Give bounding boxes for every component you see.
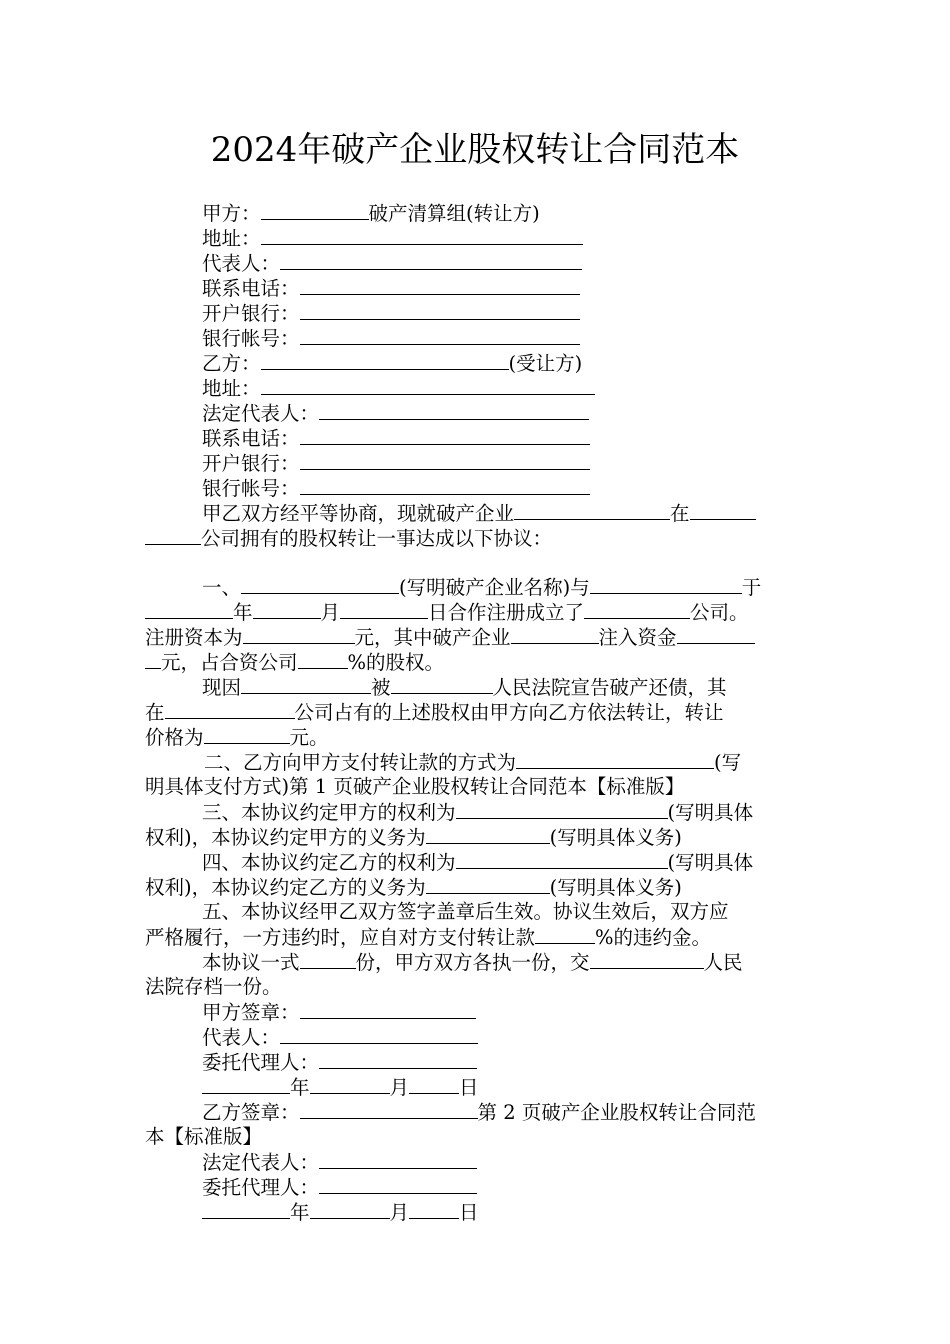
party-b-date-line: 年 月 日 [145,1199,807,1224]
party-a-day-field[interactable] [409,1074,459,1094]
party-b-agent-line: 委托代理人： [145,1174,807,1199]
copies-count-field[interactable] [300,949,356,969]
party-b-legal-rep-signature-line: 法定代表人： [145,1149,807,1174]
party-a-name-field[interactable] [261,200,369,220]
party-a-representative-field[interactable] [280,250,582,270]
party-a-rep-signature-field[interactable] [280,1024,478,1044]
party-b-legal-rep-line: 法定代表人： [145,400,807,425]
archive-court-field[interactable] [590,949,704,969]
paragraph-gap [145,550,807,574]
clause-3-line-2: 权利)，本协议约定甲方的义务为 (写明具体义务) [145,826,682,849]
partner-field[interactable] [590,574,742,594]
month-field[interactable] [253,599,321,619]
party-b-year-field[interactable] [202,1199,290,1219]
clause-1-line-4: 元，占合资公司 %的股权。 [145,649,807,674]
party-b-phone-line: 联系电话： [145,425,807,450]
intro-line-1: 甲乙双方经平等协商，现就破产企业 在 [145,500,807,525]
party-b-bank-line: 开户银行： [145,450,807,475]
party-a-signature-line: 甲方签章： [145,999,807,1024]
payment-method-field[interactable] [516,749,714,769]
clause-5-line-1: 五、本协议经甲乙双方签字盖章后生效。协议生效后，双方应 [202,900,729,923]
clause-2-line-1: 二、乙方向甲方支付转让款的方式为 (写 [204,751,742,774]
party-b-signature-field[interactable] [300,1099,478,1119]
bankrupt-enterprise-field[interactable] [511,624,599,644]
party-a-agent-line: 委托代理人： [145,1049,807,1074]
transfer-price-field[interactable] [204,724,290,744]
clause-4-line-1: 四、本协议约定乙方的权利为 (写明具体 [202,851,754,874]
party-a-line: 甲方： 破产清算组(转让方) [202,202,540,225]
registered-capital-field[interactable] [243,624,355,644]
party-b-signature-line: 乙方签章： 第 2 页破产企业股权转让合同范 [202,1101,756,1124]
joint-company-field-cont[interactable] [145,525,201,545]
party-a-phone-field[interactable] [300,275,580,295]
intro-line-2: 公司拥有的股权转让一事达成以下协议： [145,525,807,550]
party-a-account-field[interactable] [300,325,580,345]
company-name-field[interactable] [241,574,399,594]
party-b-legal-rep-field[interactable] [319,400,589,420]
party-a-year-field[interactable] [202,1074,290,1094]
page-note-line: 本【标准版】 [145,1125,263,1148]
party-b-rights-field[interactable] [456,849,668,869]
party-a-month-field[interactable] [310,1074,390,1094]
party-b-line: 乙方： (受让方) [202,352,583,375]
capital-injected-field-cont[interactable] [145,649,161,669]
party-a-phone-line: 联系电话： [145,275,807,300]
clause-1-line-1: 一、 (写明破产企业名称)与 于 [202,576,762,599]
party-b-name-field[interactable] [261,350,509,370]
year-field[interactable] [145,599,233,619]
court-field[interactable] [391,674,493,694]
party-a-duties-field[interactable] [426,824,550,844]
party-a-rep-signature-line: 代表人： [145,1024,807,1049]
party-a-address-line: 地址： [145,225,807,250]
clause-1-line-2: 年 月 日合作注册成立了 公司。 [145,599,807,624]
party-a-representative-line: 代表人： [145,250,807,275]
party-b-bank-field[interactable] [300,450,590,470]
party-b-account-field[interactable] [300,475,590,495]
party-b-address-line: 地址： [145,375,807,400]
party-b-day-field[interactable] [409,1199,459,1219]
contract-body [145,200,807,1224]
party-b-agent-field[interactable] [319,1174,477,1194]
copies-line-2: 法院存档一份。 [145,975,282,998]
clause-1-line-3: 注册资本为 元，其中破产企业 注入资金 [145,624,807,649]
party-a-account-line: 银行帐号： [145,325,807,350]
capital-injected-field[interactable] [677,624,755,644]
party-b-address-field[interactable] [261,375,595,395]
bankrupt-name-field[interactable] [241,674,371,694]
copies-line-1: 本协议一式 份，甲方双方各执一份，交 人民 [202,951,743,974]
joint-company-field[interactable] [690,500,756,520]
party-b-duties-field[interactable] [426,874,550,894]
clause-1-line-5: 现因 被 人民法院宣告破产还债，其 [202,676,727,699]
party-b-phone-field[interactable] [300,425,590,445]
clause-3-line-1: 三、本协议约定甲方的权利为 (写明具体 [202,801,754,824]
party-a-bank-field[interactable] [300,300,580,320]
party-b-legal-rep-signature-field[interactable] [319,1149,477,1169]
party-a-signature-field[interactable] [300,999,476,1019]
penalty-percent-field[interactable] [535,924,595,944]
day-field[interactable] [340,599,428,619]
party-b-account-line: 银行帐号： [145,475,807,500]
party-a-bank-line: 开户银行： [145,300,807,325]
party-a-date-line: 年 月 日 [145,1074,807,1099]
bankrupt-company-field[interactable] [514,500,670,520]
share-percent-field[interactable] [298,649,348,669]
document-title: 2024年破产企业股权转让合同范本 [210,130,740,170]
joint-venture-field[interactable] [584,599,690,619]
party-a-rights-field[interactable] [456,799,668,819]
clause-4-line-2: 权利)，本协议约定乙方的义务为 (写明具体义务) [145,876,682,899]
party-a-agent-field[interactable] [319,1049,477,1069]
clause-1-line-7: 价格为 元。 [145,726,329,749]
company-held-field[interactable] [165,699,295,719]
party-b-month-field[interactable] [310,1199,390,1219]
party-a-address-field[interactable] [261,225,583,245]
clause-1-line-6: 在 公司占有的上述股权由甲方向乙方依法转让，转让 [145,701,724,724]
clause-5-line-2: 严格履行，一方违约时，应自对方支付转让款 %的违约金。 [145,926,712,949]
clause-2-line-2: 明具体支付方式)第 1 页破产企业股权转让合同范本【标准版】 [145,775,685,798]
